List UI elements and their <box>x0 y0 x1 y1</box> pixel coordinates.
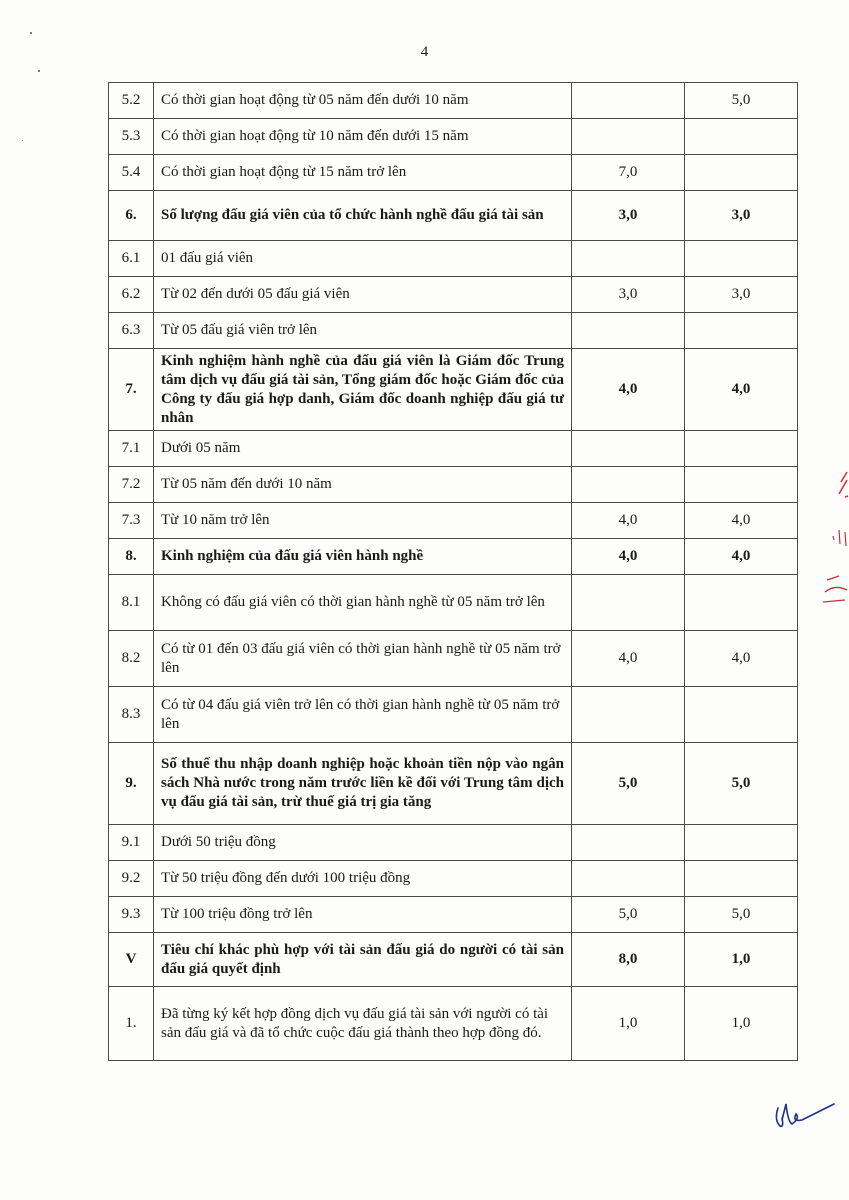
awarded-score: 5,0 <box>685 897 798 933</box>
table-row <box>109 349 798 431</box>
awarded-score <box>685 687 798 743</box>
criterion-text: Đã từng ký kết hợp đồng dịch vụ đấu giá tài sản với người có tài sản đấu giá và đã tổ chức cuộc đấu giá thành theo hợp đồng đó. <box>154 987 572 1061</box>
max-score: 7,0 <box>572 155 685 191</box>
table-row <box>109 987 798 1061</box>
criterion-text: Có thời gian hoạt động từ 10 năm đến dưới 15 năm <box>154 119 572 155</box>
margin-stamp-marks <box>819 462 849 612</box>
max-score <box>572 687 685 743</box>
criterion-text: Có từ 04 đấu giá viên trở lên có thời gian hành nghề từ 05 năm trở lên <box>154 687 572 743</box>
awarded-score <box>685 155 798 191</box>
table-row <box>109 687 798 743</box>
row-number: 5.3 <box>109 119 154 155</box>
table-row <box>109 743 798 825</box>
criterion-text: Có thời gian hoạt động từ 05 năm đến dưới 10 năm <box>154 83 572 119</box>
scan-speck <box>30 32 32 34</box>
row-number: 8.1 <box>109 575 154 631</box>
criterion-text: Kinh nghiệm hành nghề của đấu giá viên là Giám đốc Trung tâm dịch vụ đấu giá tài sản, Tổng giám đốc hoặc Giám đốc của Công ty đấu giá hợp danh, Giám đốc doanh nghiệp đấu giá tư nhân <box>154 349 572 431</box>
criterion-text: Từ 02 đến dưới 05 đấu giá viên <box>154 277 572 313</box>
table-row <box>109 897 798 933</box>
table-body <box>109 83 798 1061</box>
row-number: 9.3 <box>109 897 154 933</box>
max-score: 8,0 <box>572 933 685 987</box>
row-number: 1. <box>109 987 154 1061</box>
max-score: 1,0 <box>572 987 685 1061</box>
criterion-text: Từ 10 năm trở lên <box>154 503 572 539</box>
row-number: 6.3 <box>109 313 154 349</box>
table-row <box>109 539 798 575</box>
page-number: 4 <box>420 44 429 60</box>
row-number: 8.3 <box>109 687 154 743</box>
row-number: 7.3 <box>109 503 154 539</box>
criteria-table <box>108 82 798 1061</box>
awarded-score: 3,0 <box>685 277 798 313</box>
table-row <box>109 155 798 191</box>
table-row <box>109 861 798 897</box>
table-row <box>109 313 798 349</box>
table-row <box>109 277 798 313</box>
max-score: 4,0 <box>572 539 685 575</box>
max-score <box>572 313 685 349</box>
table-row <box>109 631 798 687</box>
criterion-text: Số thuế thu nhập doanh nghiệp hoặc khoản tiền nộp vào ngân sách Nhà nước trong năm trước liền kề đối với Trung tâm dịch vụ đấu giá tài sản, trừ thuế giá trị gia tăng <box>154 743 572 825</box>
max-score: 4,0 <box>572 503 685 539</box>
criterion-text: Từ 50 triệu đồng đến dưới 100 triệu đồng <box>154 861 572 897</box>
criterion-text: Từ 05 năm đến dưới 10 năm <box>154 467 572 503</box>
row-number: 9.1 <box>109 825 154 861</box>
row-number: 9. <box>109 743 154 825</box>
table-row <box>109 575 798 631</box>
max-score: 4,0 <box>572 349 685 431</box>
awarded-score: 1,0 <box>685 987 798 1061</box>
awarded-score <box>685 313 798 349</box>
criterion-text: Có từ 01 đến 03 đấu giá viên có thời gian hành nghề từ 05 năm trở lên <box>154 631 572 687</box>
max-score: 5,0 <box>572 743 685 825</box>
criterion-text: Từ 05 đấu giá viên trở lên <box>154 313 572 349</box>
max-score <box>572 861 685 897</box>
max-score <box>572 431 685 467</box>
awarded-score: 5,0 <box>685 83 798 119</box>
awarded-score <box>685 119 798 155</box>
awarded-score <box>685 241 798 277</box>
row-number: 5.4 <box>109 155 154 191</box>
row-number: V <box>109 933 154 987</box>
table-row <box>109 825 798 861</box>
criterion-text: 01 đấu giá viên <box>154 241 572 277</box>
criterion-text: Dưới 05 năm <box>154 431 572 467</box>
table-row <box>109 119 798 155</box>
row-number: 7.1 <box>109 431 154 467</box>
table-row <box>109 933 798 987</box>
scan-speck <box>22 140 23 141</box>
max-score <box>572 119 685 155</box>
max-score: 3,0 <box>572 191 685 241</box>
awarded-score <box>685 825 798 861</box>
initials-signature <box>770 1098 840 1138</box>
table-row <box>109 83 798 119</box>
row-number: 6. <box>109 191 154 241</box>
row-number: 5.2 <box>109 83 154 119</box>
row-number: 7.2 <box>109 467 154 503</box>
criterion-text: Dưới 50 triệu đồng <box>154 825 572 861</box>
criterion-text: Có thời gian hoạt động từ 15 năm trở lên <box>154 155 572 191</box>
awarded-score <box>685 575 798 631</box>
criterion-text: Không có đấu giá viên có thời gian hành nghề từ 05 năm trở lên <box>154 575 572 631</box>
awarded-score: 4,0 <box>685 631 798 687</box>
row-number: 7. <box>109 349 154 431</box>
criterion-text: Kinh nghiệm của đấu giá viên hành nghề <box>154 539 572 575</box>
table-row <box>109 503 798 539</box>
table-row <box>109 191 798 241</box>
row-number: 8. <box>109 539 154 575</box>
awarded-score: 4,0 <box>685 503 798 539</box>
max-score <box>572 83 685 119</box>
awarded-score <box>685 467 798 503</box>
awarded-score: 4,0 <box>685 539 798 575</box>
max-score <box>572 241 685 277</box>
max-score: 4,0 <box>572 631 685 687</box>
max-score <box>572 575 685 631</box>
row-number: 6.2 <box>109 277 154 313</box>
max-score <box>572 467 685 503</box>
row-number: 8.2 <box>109 631 154 687</box>
row-number: 6.1 <box>109 241 154 277</box>
criterion-text: Số lượng đấu giá viên của tổ chức hành nghề đấu giá tài sản <box>154 191 572 241</box>
awarded-score: 1,0 <box>685 933 798 987</box>
awarded-score: 4,0 <box>685 349 798 431</box>
table-row <box>109 431 798 467</box>
awarded-score: 3,0 <box>685 191 798 241</box>
criterion-text: Tiêu chí khác phù hợp với tài sản đấu giá do người có tài sản đấu giá quyết định <box>154 933 572 987</box>
criterion-text: Từ 100 triệu đồng trở lên <box>154 897 572 933</box>
max-score: 3,0 <box>572 277 685 313</box>
scan-speck <box>38 70 40 72</box>
table-row <box>109 241 798 277</box>
table-row <box>109 467 798 503</box>
awarded-score <box>685 861 798 897</box>
awarded-score <box>685 431 798 467</box>
row-number: 9.2 <box>109 861 154 897</box>
awarded-score: 5,0 <box>685 743 798 825</box>
max-score: 5,0 <box>572 897 685 933</box>
max-score <box>572 825 685 861</box>
